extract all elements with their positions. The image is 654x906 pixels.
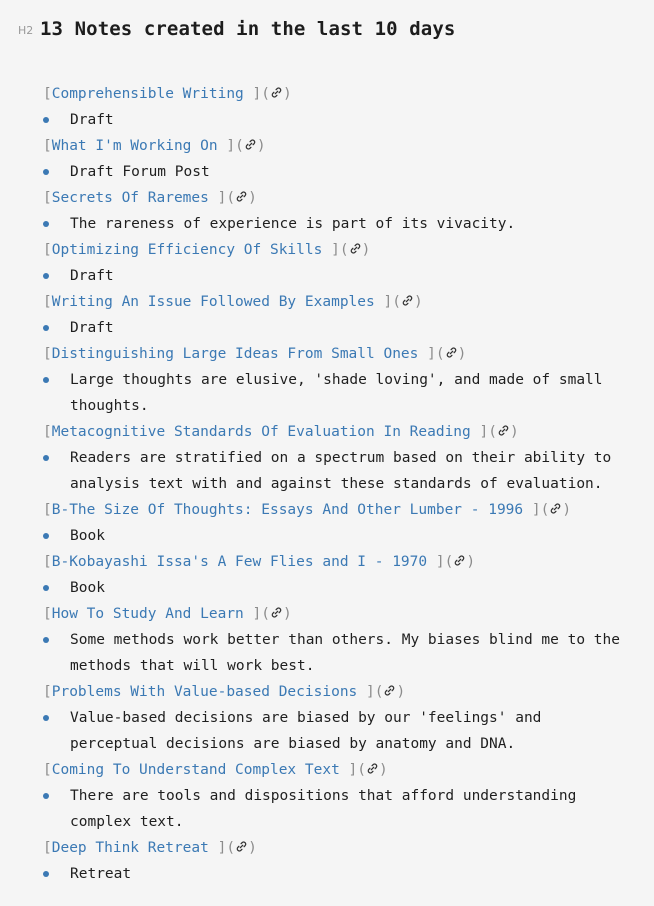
close-paren: ) [466,554,476,570]
close-paren: ) [509,424,519,440]
note-link[interactable] [43,237,643,263]
note-description-item [43,211,630,237]
bullet-icon [43,533,49,539]
bullet-icon [43,793,49,799]
bullet-icon [43,715,49,721]
bullet-icon [43,273,49,279]
link-icon[interactable] [235,836,248,849]
close-paren: ) [413,294,423,310]
open-bracket: [ [43,840,52,856]
link-icon[interactable] [366,758,379,771]
close-bracket: ]( [374,294,401,310]
note-link[interactable] [43,679,643,705]
heading-level-marker: H2 [18,24,34,37]
note-link[interactable] [43,133,643,159]
note-description-item [43,575,630,601]
close-paren: ) [283,606,292,622]
open-bracket: [ [43,294,52,310]
note-title-link[interactable]: Secrets Of Raremes [51,190,209,206]
close-bracket: ]( [339,762,367,778]
link-icon[interactable] [401,290,414,303]
close-bracket: ]( [208,190,236,206]
open-bracket: [ [43,242,52,258]
note-description-item [43,263,630,289]
note-title-link[interactable]: Distinguishing Large Ideas From Small Ones [51,346,419,362]
close-paren: ) [396,684,406,700]
close-paren: ) [248,190,257,206]
note-description: Readers are stratified on a spectrum based on their ability to analysis text with and against these standards of evaluation. [70,450,612,492]
note-title-link[interactable]: What I'm Working On [51,138,218,154]
note-link[interactable] [43,601,643,627]
open-bracket: [ [43,554,52,570]
note-title-link[interactable]: Deep Think Retreat [51,840,209,856]
note-description-item [43,783,630,835]
close-bracket: ]( [208,840,236,856]
open-bracket: [ [43,138,52,154]
note-description: The rareness of experience is part of its vivacity. [70,216,516,232]
link-icon[interactable] [270,602,283,615]
open-bracket: [ [43,606,52,622]
note-description: Book [70,580,105,596]
note-description-item [43,445,630,497]
note-title-link[interactable]: How To Study And Learn [51,606,244,622]
close-bracket: ]( [243,606,270,622]
open-bracket: [ [43,502,52,518]
note-description: Draft Forum Post [70,164,210,180]
note-description: Draft [70,320,114,336]
close-bracket: ]( [357,684,384,700]
note-description: Value-based decisions are biased by our 'feelings' and perceptual decisions are biased by anatomy and DNA. [70,710,542,752]
close-bracket: ]( [418,346,445,362]
note-link[interactable] [43,835,643,861]
note-title-link[interactable]: Problems With Value-based Decisions [51,684,358,700]
note-description-item [43,523,630,549]
note-description-item [43,627,630,679]
note-description: Draft [70,268,114,284]
heading-title: 13 Notes created in the last 10 days [40,18,456,40]
note-description: There are tools and dispositions that afford understanding complex text. [70,788,577,830]
bullet-icon [43,585,49,591]
note-title-link[interactable]: Optimizing Efficiency Of Skills [51,242,323,258]
note-link[interactable] [43,289,643,315]
open-bracket: [ [43,86,52,102]
bullet-icon [43,169,49,175]
close-paren: ) [562,502,572,518]
bullet-icon [43,377,49,383]
close-bracket: ]( [470,424,497,440]
note-link[interactable] [43,757,643,783]
note-title-link[interactable]: Coming To Understand Complex Text [51,762,340,778]
close-paren: ) [283,86,292,102]
bullet-icon [43,221,49,227]
link-icon[interactable] [453,550,466,563]
open-bracket: [ [43,424,52,440]
close-bracket: ]( [523,502,550,518]
note-description: Some methods work better than others. My biases blind me to the methods that will work best. [70,632,620,674]
note-description-item [43,107,630,133]
bullet-icon [43,325,49,331]
close-bracket: ]( [427,554,454,570]
note-link[interactable] [43,341,643,367]
link-icon[interactable] [270,82,283,95]
link-icon[interactable] [445,342,458,355]
open-bracket: [ [43,190,52,206]
note-title-link[interactable]: B-The Size Of Thoughts: Essays And Other Lumber - 1996 [51,502,524,518]
close-paren: ) [379,762,388,778]
note-title-link[interactable]: Metacognitive Standards Of Evaluation In Reading [51,424,471,440]
open-bracket: [ [43,684,52,700]
note-description-item [43,367,630,419]
link-icon[interactable] [349,238,362,251]
notes-list [43,81,643,887]
note-title-link[interactable]: B-Kobayashi Issa's A Few Flies and I - 1970 [51,554,428,570]
link-icon[interactable] [383,680,396,693]
note-title-link[interactable]: Writing An Issue Followed By Examples [51,294,375,310]
section-heading [18,14,455,44]
note-description-item [43,159,630,185]
note-description: Book [70,528,105,544]
note-description: Draft [70,112,114,128]
close-bracket: ]( [322,242,349,258]
link-icon[interactable] [497,420,510,433]
bullet-icon [43,117,49,123]
note-link[interactable] [43,549,643,575]
note-link[interactable] [43,185,643,211]
note-description: Retreat [70,866,132,882]
note-link[interactable] [43,81,643,107]
note-description-item [43,315,630,341]
link-icon[interactable] [549,498,562,511]
note-description: Large thoughts are elusive, 'shade loving', and made of small thoughts. [70,372,603,414]
note-link[interactable] [43,419,643,445]
close-paren: ) [248,840,257,856]
link-icon[interactable] [244,134,257,147]
note-title-link[interactable]: Comprehensible Writing [51,86,244,102]
close-paren: ) [457,346,467,362]
note-description-item [43,861,630,887]
note-description-item [43,705,630,757]
close-paren: ) [361,242,371,258]
bullet-icon [43,871,49,877]
bullet-icon [43,637,49,643]
close-bracket: ]( [243,86,270,102]
close-bracket: ]( [217,138,244,154]
bullet-icon [43,455,49,461]
link-icon[interactable] [235,186,248,199]
open-bracket: [ [43,346,52,362]
note-link[interactable] [43,497,643,523]
open-bracket: [ [43,762,52,778]
close-paren: ) [256,138,266,154]
